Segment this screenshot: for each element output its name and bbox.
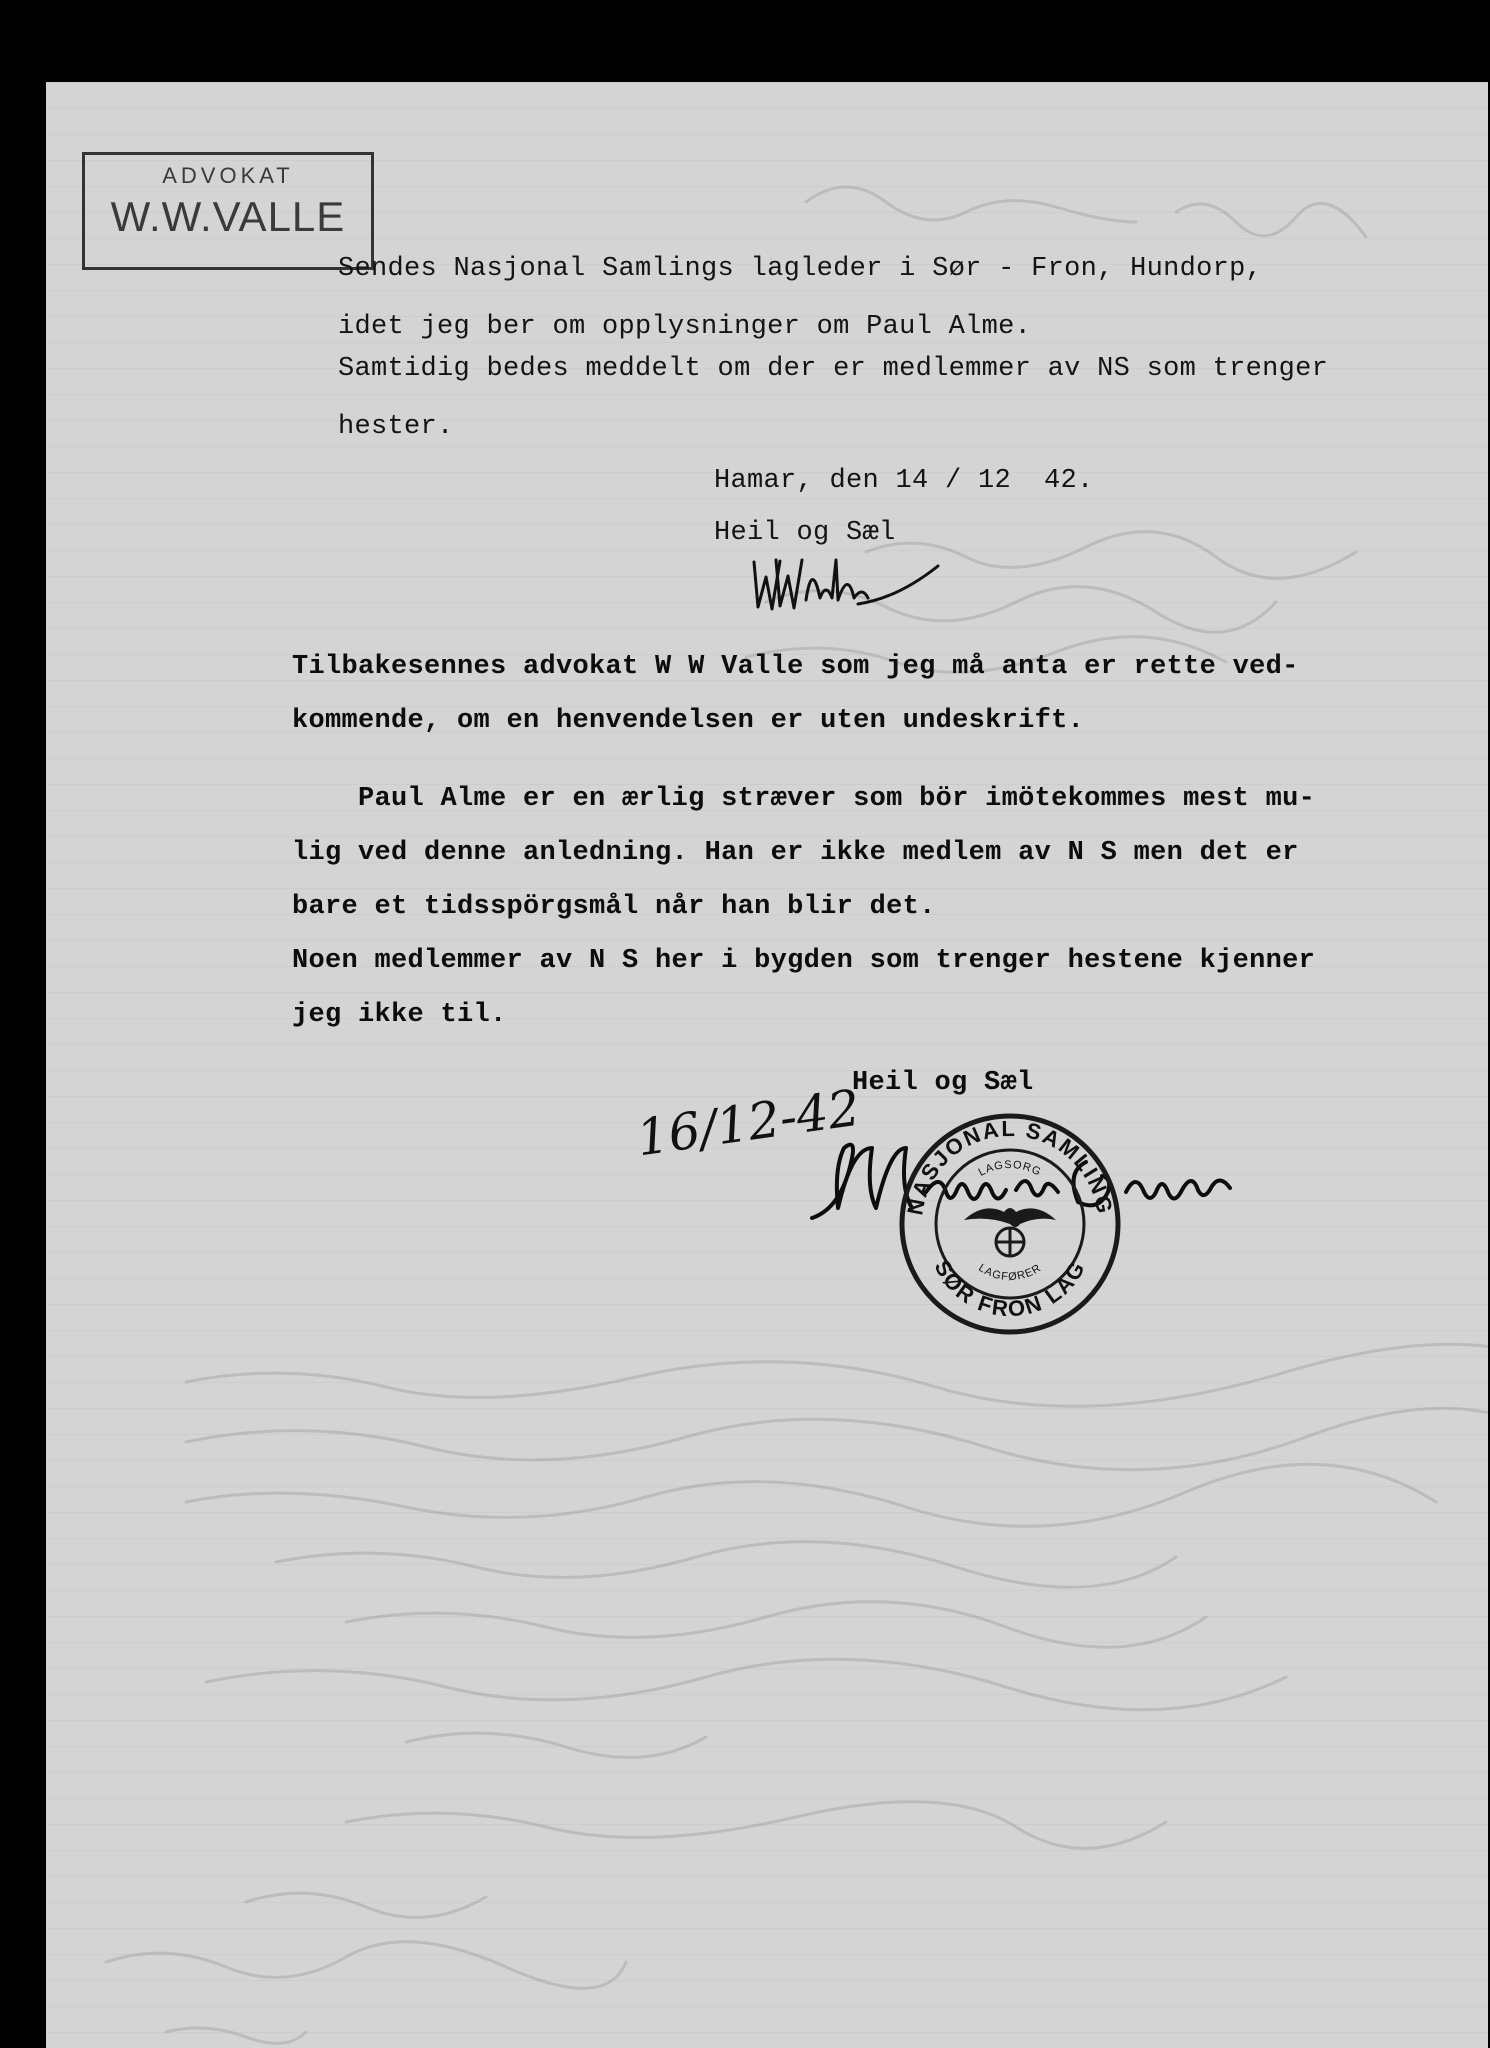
svg-text:SØR FRON LAG	[929, 1256, 1090, 1322]
seal-inner-top: LAGSORG	[976, 1158, 1044, 1179]
reply-closing: Heil og Sæl	[852, 1068, 1034, 1098]
seal-bottom-text: SØR FRON LAG	[929, 1255, 1091, 1322]
reply-para2-line-5: jeg ikke til.	[292, 1000, 507, 1030]
reply-para2-line-1: Paul Alme er en ærlig stræver som bör imötekommes mest mu-	[292, 784, 1316, 814]
seal-inner-bottom: LAGFØRER	[976, 1261, 1044, 1284]
document-page	[46, 82, 1488, 2048]
handwritten-date: 16/12-42	[633, 1078, 864, 1168]
seal-outer-text: NASJONAL SAMLING	[902, 1115, 1118, 1218]
letter-line-4: hester.	[338, 412, 454, 442]
letter-line-1: Sendes Nasjonal Samlings lagleder i Sør - Fron, Hundorp,	[338, 254, 1263, 284]
svg-text:LAGSORG	[977, 1159, 1044, 1179]
reply-para2-line-3: bare et tidsspörgsmål når han blir det.	[292, 892, 936, 922]
reply-para1-line-2: kommende, om en henvendelsen er uten undeskrift.	[292, 706, 1085, 736]
letter-line-2: idet jeg ber om opplysninger om Paul Alme.	[338, 312, 1032, 342]
reply-para2-line-4: Noen medlemmer av N S her i bygden som trenger hestene kjenner	[292, 946, 1316, 976]
reply-para1-line-1: Tilbakesennes advokat W W Valle som jeg må anta er rette ved-	[292, 652, 1299, 682]
letter-line-3: Samtidig bedes meddelt om der er medlemmer av NS som trenger	[338, 354, 1329, 384]
stamp-title: ADVOKAT	[162, 163, 294, 188]
first-closing: Heil og Sæl	[714, 518, 896, 548]
valle-signature	[746, 552, 966, 642]
ns-lag-seal	[894, 1108, 1126, 1340]
eagle-icon	[964, 1208, 1056, 1227]
stamp-name: W.W.VALLE	[110, 193, 346, 240]
sun-cross-icon	[996, 1228, 1024, 1256]
svg-text:LAGFØRER	[976, 1262, 1043, 1283]
advokat-letterhead-stamp	[82, 152, 374, 270]
place-date: Hamar, den 14 / 12 42.	[714, 466, 1094, 496]
reply-para2-line-2: lig ved denne anledning. Han er ikke medlem av N S men det er	[292, 838, 1299, 868]
